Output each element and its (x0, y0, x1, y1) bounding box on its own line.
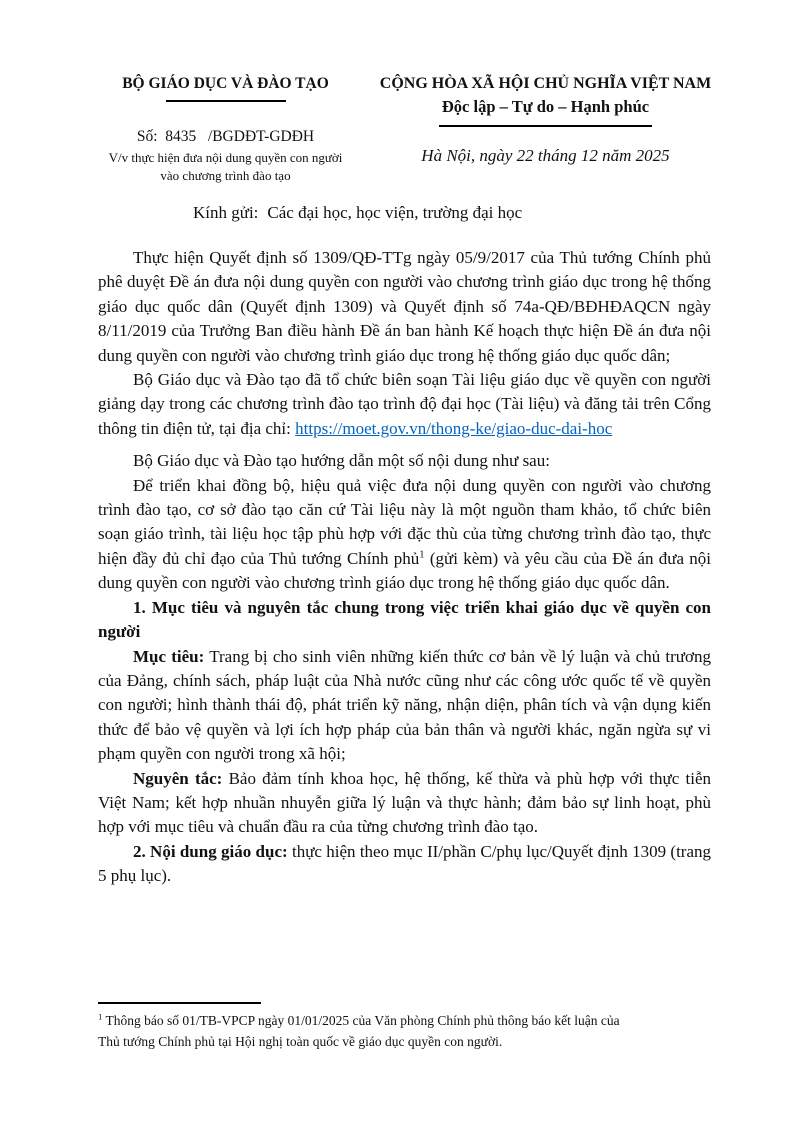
text-segment: Trang bị cho sinh viên những kiến thức cơ bản về lý luận và chủ trương của Đảng, chính sách, pháp luật của Nhà nước cũng như các công ước quốc tế về quyền con người; hình thành thái độ, phát triển kỹ năng, nhận diện, phân tích và vận dụng kiến thức để bảo vệ quyền và lợi ích hợp pháp của bản thân và người khác, ngăn ngừa sự vi phạm quyền con người trong xã hội; (98, 646, 712, 764)
paragraph (98, 246, 711, 368)
document-subject: V/v thực hiện đưa nội dung quyền con người vào chương trình đào tạo (108, 150, 343, 183)
footnote-marker: 1 (98, 1011, 103, 1022)
salutation-recipients: Các đại học, học viện, trường đại học (267, 203, 523, 222)
footnote-area (98, 1002, 711, 1052)
footnote-divider (98, 1002, 261, 1004)
text-segment: thực hiện theo mục II/phần C/phụ lục/Quyết định 1309 (trang 5 phụ lục). (98, 841, 711, 886)
national-motto: Độc lập – Tự do – Hạnh phúc (441, 97, 650, 116)
footnote-ref: 1 (419, 549, 425, 561)
motto-underline (439, 125, 652, 127)
agency-underline (166, 100, 286, 102)
moet-portal-link[interactable]: https://moet.gov.vn/thong-ke/giao-duc-dai-hoc (295, 418, 613, 438)
salutation (193, 203, 522, 223)
text-segment: Mục tiêu: (133, 646, 205, 666)
text-segment: 2. Nội dung giáo dục: (133, 841, 288, 861)
text-segment: 1. Mục tiêu và nguyên tắc chung trong việc triển khai giáo dục về quyền con người (98, 597, 711, 642)
text-segment: Bộ Giáo dục và Đào tạo hướng dẫn một số nội dung như sau: (133, 451, 550, 471)
paragraph (98, 767, 711, 840)
text-segment: Bộ Giáo dục và Đào tạo đã tổ chức biên soạn Tài liệu giáo dục về quyền con người giảng dạy trong các chương trình đào tạo trình độ đại học (Tài liệu) và đăng tải trên Cổng thông tin điện tử, tại địa chỉ: (98, 370, 711, 438)
paragraph (98, 474, 711, 596)
place-and-date: Hà Nội, ngày 22 tháng 12 năm 2025 (421, 146, 670, 165)
text-segment: Để triển khai đồng bộ, hiệu quả việc đưa nội dung quyền con người vào chương trình đào tạo, cơ sở đào tạo căn cứ Tài liệu này là một nguồn tham khảo, tổ chức biên soạn giáo trình, tài liệu học tập phù hợp với đặc thù của từng chương trình đào tạo, thực hiện đầy đủ chỉ đạo của Thủ tướng Chính phủ (98, 475, 711, 568)
country-name: CỘNG HÒA XÃ HỘI CHỦ NGHĨA VIỆT NAM (379, 75, 712, 92)
text-segment: Thực hiện Quyết định số 1309/QĐ-TTg ngày 05/9/2017 của Thủ tướng Chính phủ phê duyệt Đề án đưa nội dung quyền con người vào chương trình giáo dục trong hệ thống giáo dục quốc dân (Quyết định 1309) và Quyết định số 74a-QĐ/BĐHĐAQCN ngày 8/11/2019 của Trưởng Ban điều hành Đề án ban hành Kế hoạch thực hiện Đề án đưa nội dung quyền con người vào chương trình giáo dục trong hệ thống giáo dục quốc dân; (98, 248, 711, 365)
paragraph (98, 368, 711, 441)
salutation-label: Kính gửi: (193, 203, 259, 222)
paragraph (98, 645, 711, 767)
agency-name: BỘ GIÁO DỤC VÀ ĐÀO TẠO (122, 75, 329, 92)
document-body (98, 246, 711, 889)
text-segment: (gửi kèm) và yêu cầu của Đề án đưa nội dung quyền con người vào chương trình giáo dục trong hệ thống giáo dục quốc dân. (98, 548, 711, 593)
paragraph (98, 449, 711, 473)
issuing-agency-block (98, 74, 353, 185)
footnote-text: Thông báo số 01/TB-VPCP ngày 01/01/2025 của Văn phòng Chính phủ thông báo kết luận của Thủ tướng Chính phủ tại Hội nghị toàn quốc về giáo dục quyền con người. (98, 1013, 620, 1049)
paragraph (98, 596, 711, 645)
document-number: Số: 8435 /BGDĐT-GDĐH (136, 128, 315, 145)
footnote (98, 1011, 638, 1052)
document-header (98, 74, 738, 185)
paragraph (98, 840, 711, 889)
text-segment: Nguyên tắc: (133, 768, 223, 788)
text-segment: Bảo đảm tính khoa học, hệ thống, kế thừa và phù hợp với thực tiễn Việt Nam; kết hợp nhuần nhuyễn giữa lý luận và thực hành; đảm bảo sự linh hoạt, phù hợp với mục tiêu và chuẩn đầu ra của từng chương trình đào tạo. (98, 768, 711, 837)
national-heading-block (353, 74, 738, 185)
